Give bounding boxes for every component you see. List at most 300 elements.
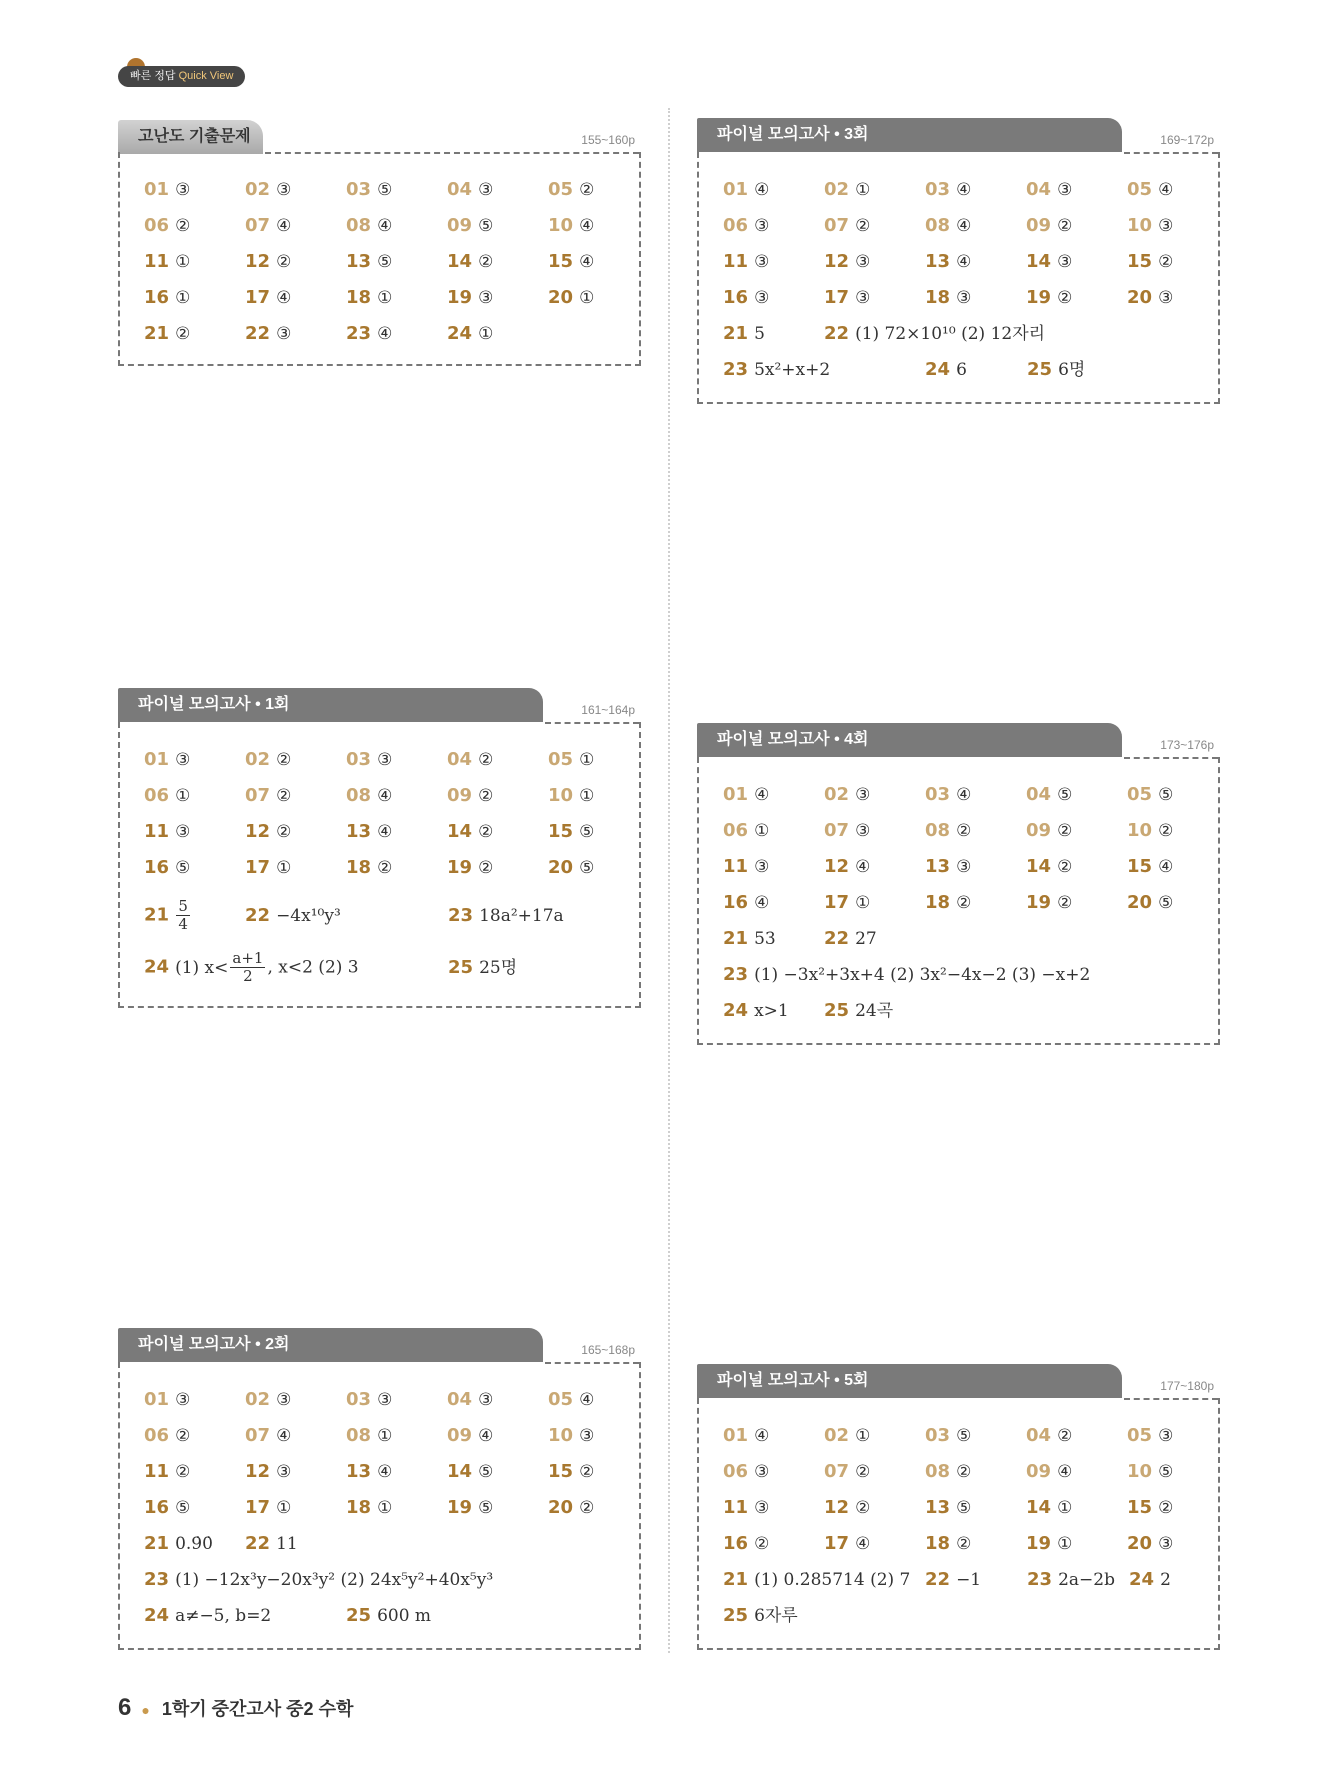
question-number: 10	[548, 215, 574, 236]
answer-choice: ③	[377, 750, 393, 770]
question-number: 07	[245, 785, 271, 806]
answer-choice: ①	[579, 288, 595, 308]
answer-item	[824, 212, 870, 240]
answer-item	[346, 1494, 392, 1522]
answer-item	[1127, 212, 1173, 240]
answer-choice: ③	[579, 1426, 595, 1446]
question-number: 03	[346, 749, 372, 770]
answer-item	[1026, 284, 1072, 312]
question-number: 07	[245, 215, 271, 236]
answer-choice: ②	[855, 1462, 871, 1482]
answer-choice: ②	[1158, 821, 1174, 841]
answer-choice: ④	[579, 1390, 595, 1410]
answer-choice: ①	[377, 1426, 393, 1446]
question-number: 11	[144, 1461, 170, 1482]
answer-choice: ③	[276, 180, 292, 200]
answer-item	[346, 854, 392, 882]
answer-item	[723, 1530, 769, 1558]
answer-choice: ⑤	[377, 252, 393, 272]
question-number: 15	[1127, 251, 1153, 272]
answer-item	[824, 817, 870, 845]
answer-item: 22 −4x¹⁰y³	[245, 905, 341, 926]
answer-item	[1127, 248, 1173, 276]
question-number: 01	[144, 1389, 170, 1410]
answer-choice: ⑤	[1057, 785, 1073, 805]
question-number: 13	[925, 856, 951, 877]
question-number: 17	[824, 892, 850, 913]
answer-item	[144, 854, 190, 882]
answer-item	[245, 746, 291, 774]
answer-item	[723, 1494, 769, 1522]
question-number: 05	[548, 749, 574, 770]
fraction: $\frac{a+1}{2}$	[232, 949, 264, 985]
answer-choice: ⑤	[175, 858, 191, 878]
answer-item	[144, 1494, 190, 1522]
question-number: 20	[548, 1497, 574, 1518]
answer-choice: ⑤	[1158, 785, 1174, 805]
answer-choice: ②	[1057, 1426, 1073, 1446]
answer-item	[548, 176, 594, 204]
question-number: 15	[1127, 1497, 1153, 1518]
question-number: 13	[346, 1461, 372, 1482]
question-number: 05	[1127, 784, 1153, 805]
answer-item	[1127, 781, 1173, 809]
question-number: 03	[346, 1389, 372, 1410]
answer-choice: ③	[478, 1390, 494, 1410]
answer-choice: ④	[377, 786, 393, 806]
question-number: 14	[1026, 251, 1052, 272]
answer-item	[824, 1422, 870, 1450]
answer-choice: ②	[276, 252, 292, 272]
answer-item	[925, 781, 971, 809]
answer-item	[548, 782, 594, 810]
question-number: 01	[723, 179, 749, 200]
question-number: 09	[1026, 1461, 1052, 1482]
answer-choice: ③	[1057, 180, 1073, 200]
question-number: 02	[824, 784, 850, 805]
answer-item	[245, 176, 291, 204]
answer-item	[346, 212, 392, 240]
answer-choice: ③	[1158, 1426, 1174, 1446]
answer-choice: ④	[956, 180, 972, 200]
answer-choice: ④	[956, 252, 972, 272]
question-number: 10	[1127, 1461, 1153, 1482]
question-number: 15	[548, 821, 574, 842]
answer-item	[346, 1422, 392, 1450]
answer-item: 25 25명	[448, 957, 518, 978]
answer-choice: ②	[478, 858, 494, 878]
answer-item: 24 (1) x< $\frac{a+1}{2}$ , x<2 (2) 3	[144, 949, 359, 985]
answer-choice: ④	[579, 252, 595, 272]
question-number: 14	[447, 251, 473, 272]
question-number: 06	[723, 820, 749, 841]
question-number: 18	[925, 1533, 951, 1554]
answer-item	[723, 853, 769, 881]
question-number: 09	[1026, 820, 1052, 841]
question-number: 10	[1127, 820, 1153, 841]
answer-item	[925, 248, 971, 276]
answer-item	[1026, 176, 1072, 204]
answer-item	[925, 1458, 971, 1486]
answer-item	[723, 284, 769, 312]
badge-suffix: Quick View	[178, 70, 234, 82]
answer-choice: ③	[1158, 216, 1174, 236]
answer-item: 24 6	[925, 359, 967, 380]
answer-choice: ④	[276, 288, 292, 308]
question-number: 20	[548, 287, 574, 308]
answer-choice: ⑤	[956, 1426, 972, 1446]
question-number: 01	[144, 749, 170, 770]
answer-choice: ②	[956, 1462, 972, 1482]
answer-item: 25 24곡	[824, 1000, 894, 1021]
answer-item: 23 5x²+x+2	[723, 359, 831, 380]
answer-choice: ②	[1158, 252, 1174, 272]
question-number: 04	[1026, 1425, 1052, 1446]
answer-item	[144, 1458, 190, 1486]
answer-item: 25 6자루	[723, 1605, 798, 1626]
answer-item	[144, 1422, 190, 1450]
answer-item	[447, 284, 493, 312]
answer-item	[144, 176, 190, 204]
answer-item	[925, 889, 971, 917]
section-box	[697, 1398, 1220, 1650]
question-number: 11	[723, 856, 749, 877]
question-number: 08	[346, 1425, 372, 1446]
answer-choice: ⑤	[478, 1462, 494, 1482]
answer-choice: ④	[276, 1426, 292, 1446]
answer-item	[925, 1530, 971, 1558]
question-number: 05	[548, 1389, 574, 1410]
quick-view-badge	[118, 66, 245, 87]
answer-item	[1127, 176, 1173, 204]
section-title: 고난도 기출문제	[118, 120, 263, 154]
question-number: 12	[245, 1461, 271, 1482]
question-number: 20	[1127, 287, 1153, 308]
question-number: 17	[824, 1533, 850, 1554]
question-number: 23	[346, 323, 372, 344]
section-pages: 177~180p	[1160, 1379, 1214, 1393]
answer-item	[144, 320, 190, 348]
question-number: 09	[447, 1425, 473, 1446]
section-hard	[118, 118, 641, 370]
answer-item	[245, 1422, 291, 1450]
answer-item	[1127, 889, 1173, 917]
section-pages: 165~168p	[581, 1343, 635, 1357]
badge-prefix: 빠른 정답	[130, 70, 176, 82]
section-final-4	[697, 723, 1220, 1045]
answer-item	[144, 212, 190, 240]
answer-choice: ③	[276, 1462, 292, 1482]
section-pages: 169~172p	[1160, 133, 1214, 147]
answer-item	[447, 854, 493, 882]
answer-choice: ②	[1057, 216, 1073, 236]
question-number: 09	[447, 215, 473, 236]
answer-item	[144, 1386, 190, 1414]
question-number: 18	[346, 287, 372, 308]
answer-choice: ③	[754, 1462, 770, 1482]
answer-choice: ②	[175, 1462, 191, 1482]
answer-item: 23 18a²+17a	[448, 905, 564, 926]
answer-item	[346, 320, 392, 348]
question-number: 18	[346, 857, 372, 878]
answer-item	[1026, 889, 1072, 917]
answer-item	[1026, 1530, 1072, 1558]
question-number: 14	[447, 1461, 473, 1482]
answer-choice: ①	[175, 252, 191, 272]
answer-choice: ⑤	[956, 1498, 972, 1518]
answer-item: 22 (1) 72×10¹⁰ (2) 12자리	[824, 323, 1046, 344]
question-number: 16	[144, 287, 170, 308]
answer-choice: ②	[175, 324, 191, 344]
question-number: 13	[346, 821, 372, 842]
answer-choice: ②	[276, 786, 292, 806]
answer-choice: ④	[377, 324, 393, 344]
question-number: 06	[723, 1461, 749, 1482]
question-number: 12	[824, 1497, 850, 1518]
answer-item	[925, 284, 971, 312]
question-number: 09	[1026, 215, 1052, 236]
question-number: 16	[144, 857, 170, 878]
answer-item	[824, 1458, 870, 1486]
question-number: 04	[447, 1389, 473, 1410]
question-number: 20	[1127, 1533, 1153, 1554]
question-number: 08	[925, 820, 951, 841]
answer-item	[824, 248, 870, 276]
answer-choice: ②	[956, 893, 972, 913]
answer-choice: ④	[377, 822, 393, 842]
question-number: 04	[447, 749, 473, 770]
answer-choice: ④	[478, 1426, 494, 1446]
answer-item: 22 11	[245, 1533, 298, 1554]
answer-choice: ②	[478, 786, 494, 806]
question-number: 12	[824, 251, 850, 272]
answer-choice: ⑤	[175, 1498, 191, 1518]
answer-choice: ①	[478, 324, 494, 344]
question-number: 01	[144, 179, 170, 200]
question-number: 14	[1026, 1497, 1052, 1518]
answer-item	[447, 320, 493, 348]
question-number: 10	[548, 1425, 574, 1446]
answer-choice: ②	[754, 1534, 770, 1554]
question-number: 12	[245, 251, 271, 272]
question-number: 13	[925, 251, 951, 272]
question-number: 20	[548, 857, 574, 878]
answer-item	[447, 746, 493, 774]
answer-item	[144, 746, 190, 774]
answer-item	[824, 1530, 870, 1558]
answer-choice: ⑤	[1158, 893, 1174, 913]
question-number: 15	[548, 1461, 574, 1482]
question-number: 06	[144, 215, 170, 236]
answer-choice: ③	[175, 750, 191, 770]
answer-choice: ③	[855, 252, 871, 272]
answer-choice: ④	[754, 785, 770, 805]
answer-item	[548, 212, 594, 240]
question-number: 19	[447, 857, 473, 878]
fraction: $\frac{5}{4}$	[178, 897, 188, 933]
answer-choice: ④	[754, 1426, 770, 1446]
question-number: 06	[144, 1425, 170, 1446]
answer-item	[144, 248, 190, 276]
section-box	[118, 1362, 641, 1650]
footer-title: 1학기 중간고사 중2 수학	[161, 1699, 354, 1719]
answer-choice: ①	[579, 750, 595, 770]
answer-choice: ④	[855, 857, 871, 877]
question-number: 05	[548, 179, 574, 200]
page-footer	[118, 1694, 353, 1722]
answer-item	[447, 1458, 493, 1486]
answer-item	[346, 248, 392, 276]
answer-item	[1127, 284, 1173, 312]
answer-choice: ①	[1057, 1498, 1073, 1518]
bullet-icon: ●	[141, 1702, 150, 1719]
answer-choice: ⑤	[579, 822, 595, 842]
answer-item	[447, 212, 493, 240]
question-number: 19	[1026, 287, 1052, 308]
answer-choice: ①	[377, 288, 393, 308]
answer-choice: ③	[855, 288, 871, 308]
answer-item	[1127, 853, 1173, 881]
section-final-1	[118, 688, 641, 1008]
question-number: 17	[245, 287, 271, 308]
answer-item	[548, 1494, 594, 1522]
question-number: 16	[144, 1497, 170, 1518]
question-number: 02	[245, 749, 271, 770]
answer-item: 21 (1) 0.2̇85714̇ (2) 7	[723, 1569, 911, 1590]
answer-choice: ①	[579, 786, 595, 806]
answer-item	[144, 284, 190, 312]
question-number: 07	[824, 820, 850, 841]
answer-choice: ④	[1158, 857, 1174, 877]
answer-item	[723, 248, 769, 276]
answer-item: 24 a≠−5, b=2	[144, 1605, 272, 1626]
section-pages: 161~164p	[581, 703, 635, 717]
answer-item	[548, 1422, 594, 1450]
question-number: 11	[144, 821, 170, 842]
question-number: 04	[1026, 784, 1052, 805]
answer-choice: ③	[1057, 252, 1073, 272]
answer-choice: ③	[175, 1390, 191, 1410]
answer-item	[723, 212, 769, 240]
answer-choice: ③	[1158, 1534, 1174, 1554]
answer-item	[1026, 853, 1072, 881]
answer-item	[1026, 817, 1072, 845]
answer-item	[925, 1494, 971, 1522]
answer-choice: ②	[175, 216, 191, 236]
question-number: 13	[346, 251, 372, 272]
answer-item	[346, 1386, 392, 1414]
answer-item	[245, 320, 291, 348]
answer-item	[245, 1386, 291, 1414]
question-number: 17	[245, 1497, 271, 1518]
question-number: 02	[245, 1389, 271, 1410]
answer-item	[1026, 212, 1072, 240]
question-number: 03	[925, 784, 951, 805]
answer-choice: ③	[175, 822, 191, 842]
section-final-5	[697, 1364, 1220, 1650]
section-title: 파이널 모의고사 • 3회	[697, 118, 1122, 152]
answer-choice: ②	[855, 216, 871, 236]
answer-item	[1127, 1422, 1173, 1450]
question-number: 22	[245, 323, 271, 344]
answer-choice: ②	[478, 750, 494, 770]
question-number: 18	[925, 892, 951, 913]
question-number: 03	[346, 179, 372, 200]
answer-item	[925, 212, 971, 240]
section-pages: 173~176p	[1160, 738, 1214, 752]
answer-item	[346, 818, 392, 846]
answer-choice: ①	[1057, 1534, 1073, 1554]
answer-choice: ⑤	[377, 180, 393, 200]
answer-item	[824, 1494, 870, 1522]
answer-item	[824, 781, 870, 809]
answer-item	[1127, 1530, 1173, 1558]
question-number: 16	[723, 1533, 749, 1554]
question-number: 06	[723, 215, 749, 236]
answer-choice: ③	[276, 1390, 292, 1410]
answer-item	[346, 746, 392, 774]
answer-choice: ②	[478, 822, 494, 842]
answer-item	[548, 284, 594, 312]
answer-item	[447, 1422, 493, 1450]
question-number: 09	[447, 785, 473, 806]
answer-item: 22 27	[824, 928, 877, 949]
answer-item	[723, 781, 769, 809]
answer-item	[723, 817, 769, 845]
answer-choice: ①	[175, 288, 191, 308]
answer-item	[144, 782, 190, 810]
answer-item	[824, 889, 870, 917]
answer-item	[548, 1386, 594, 1414]
answer-choice: ③	[377, 1390, 393, 1410]
answer-choice: ②	[1057, 893, 1073, 913]
section-pages: 155~160p	[581, 133, 635, 147]
question-number: 14	[1026, 856, 1052, 877]
question-number: 08	[925, 215, 951, 236]
answer-item	[925, 817, 971, 845]
answer-item	[723, 1422, 769, 1450]
question-number: 05	[1127, 1425, 1153, 1446]
answer-item	[1026, 781, 1072, 809]
question-number: 11	[723, 251, 749, 272]
answer-item	[1127, 1458, 1173, 1486]
answer-item: 21 5	[723, 323, 765, 344]
question-number: 04	[1026, 179, 1052, 200]
answer-item	[447, 782, 493, 810]
answer-choice: ④	[377, 1462, 393, 1482]
answer-choice: ②	[1057, 821, 1073, 841]
question-number: 01	[723, 784, 749, 805]
answer-choice: ①	[175, 786, 191, 806]
answer-item	[824, 853, 870, 881]
answer-item	[548, 746, 594, 774]
section-box	[118, 722, 641, 1008]
answer-choice: ④	[956, 216, 972, 236]
answer-item: 25 600 m	[346, 1605, 432, 1626]
answer-item: 23 (1) −12x³y−20x³y² (2) 24x⁵y²+40x⁵y³	[144, 1569, 494, 1590]
answer-choice: ③	[478, 180, 494, 200]
answer-choice: ②	[855, 1498, 871, 1518]
question-number: 07	[824, 215, 850, 236]
answer-choice: ⑤	[478, 1498, 494, 1518]
question-number: 01	[723, 1425, 749, 1446]
answer-item	[447, 176, 493, 204]
section-box	[697, 152, 1220, 404]
question-number: 20	[1127, 892, 1153, 913]
answer-item	[548, 854, 594, 882]
answer-choice: ③	[855, 785, 871, 805]
question-number: 08	[925, 1461, 951, 1482]
